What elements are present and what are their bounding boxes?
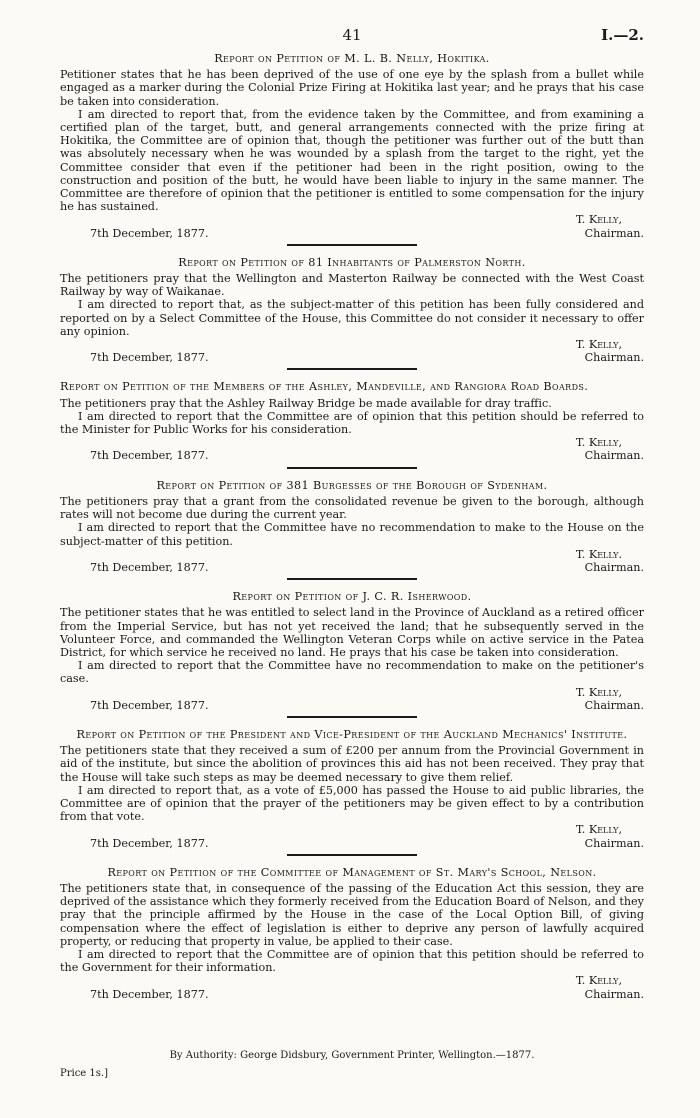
signature-role: Chairman. xyxy=(584,449,644,463)
report-title: Report on Petition of 81 Inhabitants of Palmerston North. xyxy=(178,255,526,269)
report-block xyxy=(60,256,644,371)
page-header xyxy=(60,22,644,52)
report-paragraph: The petitioners pray that the Ashley Railway Bridge be made available for dray traffic. xyxy=(60,396,552,410)
signature-name: T. Kelly, xyxy=(575,685,622,699)
report-paragraph: I am directed to report that the Committee have no recommendation to make to the House on the subject-matter of this petition. xyxy=(60,521,644,548)
section-divider xyxy=(287,854,417,856)
date-line xyxy=(60,699,644,712)
page-number: 41 xyxy=(342,26,362,44)
report-paragraph: Petitioner states that he has been deprived of the use of one eye by the splash from a bullet while engaged as a marker during the Colonial Prize Firing at Hokitika last year; and he prays that his case be taken into consideration. xyxy=(60,68,644,108)
signature-role: Chairman. xyxy=(584,226,644,240)
date-line xyxy=(60,837,644,850)
report-date: 7th December, 1877. xyxy=(90,987,209,1001)
report-block xyxy=(60,590,644,718)
date-line xyxy=(60,227,644,240)
section-divider xyxy=(287,467,417,469)
printer-authority: By Authority: George Didsbury, Government Printer, Wellington.—1877. xyxy=(169,1050,535,1061)
signature-role: Chairman. xyxy=(584,560,644,574)
signature-role: Chairman. xyxy=(584,698,644,712)
report-date: 7th December, 1877. xyxy=(90,226,209,240)
signature-role: Chairman. xyxy=(584,836,644,850)
report-block xyxy=(60,728,644,856)
report-paragraph: The petitioners pray that a grant from the consolidated revenue be given to the borough, although rates will not become due during the current year. xyxy=(60,494,644,522)
report-paragraph: I am directed to report that, as a vote of £5,000 has passed the House to aid public libraries, the Committee are of opinion that the prayer of the petitioners may be given effect to by a contribution from that vote. xyxy=(60,783,644,824)
report-block xyxy=(60,866,644,1001)
report-paragraph: I am directed to report that the Committee are of opinion that this petition should be referred to the Minister for Public Works for his consideration. xyxy=(60,409,644,437)
report-block xyxy=(60,380,644,468)
signature-role: Chairman. xyxy=(584,351,644,365)
report-title: Report on Petition of 381 Burgesses of the Borough of Sydenham. xyxy=(156,478,548,492)
signature-role: Chairman. xyxy=(584,987,644,1001)
date-line xyxy=(60,449,644,462)
report-date: 7th December, 1877. xyxy=(90,449,209,463)
reports-list xyxy=(60,52,644,1001)
section-divider xyxy=(287,368,417,370)
report-paragraph: The petitioner states that he was entitled to select land in the Province of Auckland as a retired officer from the Imperial Service, but has not yet received the land; that he subsequently served in the Volunteer Force, and commanded the Wellington Veteran Corps while on active service in the Patea District, for which service he received no land. He prays that his case be taken into consideration. xyxy=(60,606,644,659)
report-title: Report on Petition of the President and Vice-President of the Auckland Mechanics' Institute. xyxy=(76,727,628,741)
signature-name: T. Kelly, xyxy=(575,213,622,227)
page-footer xyxy=(60,1050,644,1079)
section-divider xyxy=(287,244,417,246)
report-title: Report on Petition of J. C. R. Isherwood. xyxy=(232,590,472,604)
report-paragraph: The petitioners state that they received a sum of £200 per annum from the Provincial Government in aid of the institute, but since the abolition of provinces this aid has not been received. They pray that the House will take such steps as may be deemed necessary to give them relief. xyxy=(60,744,644,784)
report-paragraph: I am directed to report that the Committee are of opinion that this petition should be referred to the Government for their information. xyxy=(60,947,644,975)
signature-name: T. Kelly, xyxy=(575,338,622,352)
date-line xyxy=(60,561,644,574)
report-paragraph: I am directed to report that, as the subject-matter of this petition has been fully considered and reported on by a Select Committee of the House, this Committee do not consider it necessary to offer any opinion. xyxy=(60,298,644,338)
date-line xyxy=(60,351,644,364)
section-divider xyxy=(287,716,417,718)
report-paragraph: I am directed to report that, from the evidence taken by the Committee, and from examining a certified plan of the target, butt, and general arrangements connected with the prize firing at Hokitika, the Committee are of opinion that, though the petitioner was further out of the butt than was absolutely necessary when he was wounded by a splash from the target to the right, yet the Committee consider that even if the petitioner had been in the right position, owing to the construction and position of the butt, he would have been liable to injury in the same manner. The Committee are therefore of opinion that the petitioner is entitled to some compensation for the injury he has sustained. xyxy=(60,107,644,214)
series-number: I.—2. xyxy=(601,26,644,44)
date-line xyxy=(60,988,644,1001)
report-date: 7th December, 1877. xyxy=(90,836,209,850)
report-title: Report on Petition of the Committee of Management of St. Mary's School, Nelson. xyxy=(107,865,597,879)
section-divider xyxy=(287,578,417,580)
report-title: Report on Petition of the Members of the Ashley, Mandeville, and Rangiora Road Boards. xyxy=(60,380,589,394)
signature-name: T. Kelly, xyxy=(575,974,622,988)
signature-name: T. Kelly. xyxy=(575,547,622,561)
signature-name: T. Kelly, xyxy=(575,823,622,837)
report-block xyxy=(60,52,644,246)
report-block xyxy=(60,479,644,580)
report-date: 7th December, 1877. xyxy=(90,560,209,574)
report-paragraph: The petitioners pray that the Wellington and Masterton Railway be connected with the West Coast Railway by way of Waikanae. xyxy=(60,272,644,299)
report-date: 7th December, 1877. xyxy=(90,698,209,712)
report-paragraph: I am directed to report that the Committee have no recommendation to make on the petitioner's case. xyxy=(60,659,644,686)
report-date: 7th December, 1877. xyxy=(90,351,209,365)
price-note: Price 1s.] xyxy=(60,1068,108,1079)
signature-name: T. Kelly, xyxy=(575,436,622,450)
report-paragraph: The petitioners state that, in consequence of the passing of the Education Act this session, they are deprived of the assistance which they formerly received from the Education Board of Nelson, and they pray that the principle affirmed by the House in the case of the Local Option Bill, of giving compensation where the effect of legislation is either to deprive any person of lawfully acquired property, or reducing that property in value, be applied to their case. xyxy=(60,881,644,948)
report-title: Report on Petition of M. L. B. Nelly, Hokitika. xyxy=(214,52,490,65)
